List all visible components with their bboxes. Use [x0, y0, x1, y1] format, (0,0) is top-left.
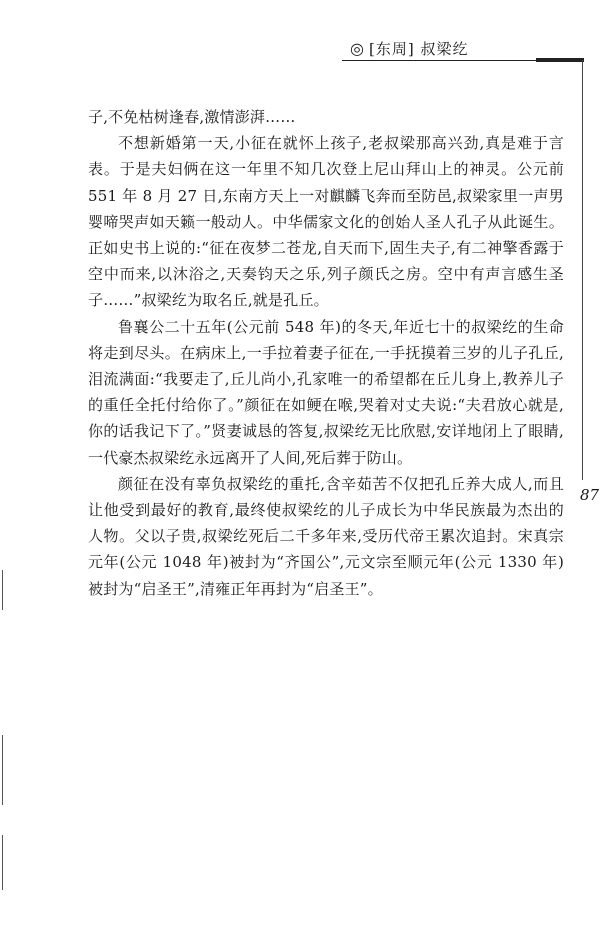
running-header: [350, 38, 595, 60]
header-title: 叔梁纥: [420, 40, 469, 58]
body-text: [88, 104, 564, 602]
paragraph: 子,不免枯树逢春,激情澎湃……: [88, 108, 296, 126]
paragraph: 颜征在没有辜负叔梁纥的重托,含辛茹苦不仅把孔丘养大成人,而且让他受到最好的教育,最终使叔梁纥的儿子成长为中华民族最为杰出的人物。父以子贵,叔梁纥死后二千多年来,受历代帝王累次追封。宋真宗元年(公元 1048 年)被封为“齐国公”,元文宗至顺元年(公元 1330 年)被封为“启圣王”,清雍正年再封为“启圣王”。: [88, 474, 564, 598]
paragraph: 不想新婚第一天,小征在就怀上孩子,老叔梁那高兴劲,真是难于言表。于是夫妇俩在这一年里不知几次登上尼山拜山上的神灵。公元前 551 年 8 月 27 日,东南方天上一对麒麟飞奔而至防邑,叔梁家里一声男婴啼哭声如天籁一般动人。中华儒家文化的创始人圣人孔子从此诞生。正如史书上说的:“征在夜梦二苍龙,自天而下,固生夫子,有二神擎香露于空中而来,以沐浴之,天奏钧天之乐,列子颜氏之房。空中有声言感生圣子……”叔梁纥为取名丘,就是孔丘。: [88, 134, 564, 310]
header-rule-accent: [536, 58, 584, 62]
header-chapter: [东周]: [368, 40, 415, 58]
left-margin-mark: [2, 835, 3, 890]
paragraph: 鲁襄公二十五年(公元前 548 年)的冬天,年近七十的叔梁纥的生命将走到尽头。在病床上,一手拉着妻子征在,一手抚摸着三岁的儿子孔丘,泪流满面:“我要走了,丘儿尚小,孔家唯一的希望都在丘儿身上,教养儿子的重任全托付给你了。”颜征在如鲠在喉,哭着对丈夫说:“夫君放心就是,你的话我记下了。”贤妻诚恳的答复,叔梁纥无比欣慰,安详地闭上了眼睛,一代豪杰叔梁纥永远离开了人间,死后葬于防山。: [88, 317, 564, 467]
circle-bullet-icon: ◎: [350, 39, 365, 58]
page-number: 87: [580, 486, 600, 504]
left-margin-mark: [2, 570, 3, 610]
left-margin-mark: [2, 735, 3, 805]
right-margin-rule: [582, 60, 583, 480]
